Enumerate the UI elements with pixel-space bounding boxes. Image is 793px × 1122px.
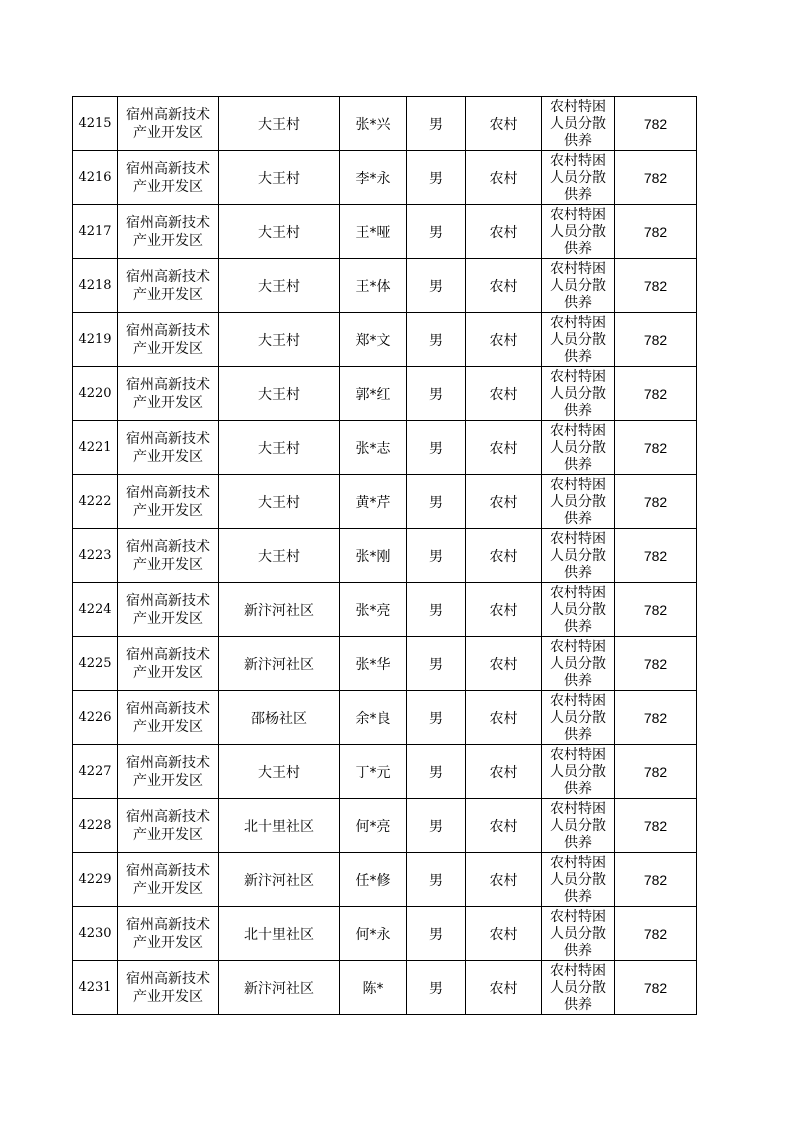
district-cell xyxy=(118,799,219,853)
district-cell-line: 宿州高新技术 xyxy=(126,970,210,987)
gender-cell: 男 xyxy=(407,691,466,745)
amount-cell: 782 xyxy=(615,961,697,1015)
district-cell-line: 产业开发区 xyxy=(133,232,203,249)
name-cell: 张*亮 xyxy=(340,583,407,637)
gender-cell: 男 xyxy=(407,421,466,475)
table-body xyxy=(73,97,697,1015)
village-cell: 大王村 xyxy=(219,151,340,205)
support-type-cell-line: 农村特困 xyxy=(550,423,606,439)
area-cell: 农村 xyxy=(466,583,542,637)
support-type-cell-line: 人员分散 xyxy=(550,764,606,780)
district-cell-line: 产业开发区 xyxy=(133,502,203,519)
district-cell xyxy=(118,961,219,1015)
support-type-cell xyxy=(542,205,615,259)
area-cell: 农村 xyxy=(466,799,542,853)
district-cell-line: 宿州高新技术 xyxy=(126,592,210,609)
area-cell: 农村 xyxy=(466,205,542,259)
district-cell-line: 产业开发区 xyxy=(133,880,203,897)
support-type-cell xyxy=(542,259,615,313)
village-cell: 新汴河社区 xyxy=(219,961,340,1015)
support-type-cell-line: 农村特困 xyxy=(550,855,606,871)
support-type-cell-line: 供养 xyxy=(564,673,592,689)
support-type-cell-line: 人员分散 xyxy=(550,170,606,186)
area-cell: 农村 xyxy=(466,691,542,745)
row-number-cell: 4226 xyxy=(73,691,118,745)
row-number-cell: 4224 xyxy=(73,583,118,637)
name-cell: 丁*元 xyxy=(340,745,407,799)
support-type-cell xyxy=(542,313,615,367)
table-row xyxy=(73,421,697,475)
name-cell: 王*体 xyxy=(340,259,407,313)
name-cell: 张*华 xyxy=(340,637,407,691)
district-cell-line: 宿州高新技术 xyxy=(126,808,210,825)
table-row xyxy=(73,637,697,691)
name-cell: 黄*芹 xyxy=(340,475,407,529)
amount-cell: 782 xyxy=(615,853,697,907)
area-cell: 农村 xyxy=(466,313,542,367)
amount-cell: 782 xyxy=(615,475,697,529)
row-number-cell: 4223 xyxy=(73,529,118,583)
village-cell: 新汴河社区 xyxy=(219,853,340,907)
district-cell-line: 产业开发区 xyxy=(133,286,203,303)
village-cell: 北十里社区 xyxy=(219,799,340,853)
district-cell-line: 宿州高新技术 xyxy=(126,430,210,447)
village-cell: 北十里社区 xyxy=(219,907,340,961)
amount-cell: 782 xyxy=(615,97,697,151)
area-cell: 农村 xyxy=(466,961,542,1015)
district-cell-line: 宿州高新技术 xyxy=(126,916,210,933)
table-row xyxy=(73,583,697,637)
gender-cell: 男 xyxy=(407,97,466,151)
support-type-cell xyxy=(542,853,615,907)
row-number-cell: 4220 xyxy=(73,367,118,421)
name-cell: 何*永 xyxy=(340,907,407,961)
district-cell-line: 宿州高新技术 xyxy=(126,106,210,123)
table-row xyxy=(73,529,697,583)
row-number-cell: 4225 xyxy=(73,637,118,691)
area-cell: 农村 xyxy=(466,907,542,961)
district-cell-line: 产业开发区 xyxy=(133,448,203,465)
district-cell xyxy=(118,205,219,259)
amount-cell: 782 xyxy=(615,151,697,205)
table-row xyxy=(73,151,697,205)
support-type-cell-line: 供养 xyxy=(564,565,592,581)
district-cell-line: 宿州高新技术 xyxy=(126,700,210,717)
support-type-cell-line: 农村特困 xyxy=(550,261,606,277)
row-number-cell: 4219 xyxy=(73,313,118,367)
table-row xyxy=(73,475,697,529)
gender-cell: 男 xyxy=(407,475,466,529)
support-type-cell-line: 供养 xyxy=(564,781,592,797)
district-cell-line: 宿州高新技术 xyxy=(126,322,210,339)
support-type-cell-line: 人员分散 xyxy=(550,332,606,348)
area-cell: 农村 xyxy=(466,97,542,151)
district-cell xyxy=(118,691,219,745)
amount-cell: 782 xyxy=(615,799,697,853)
amount-cell: 782 xyxy=(615,367,697,421)
district-cell-line: 产业开发区 xyxy=(133,124,203,141)
support-type-cell xyxy=(542,907,615,961)
amount-cell: 782 xyxy=(615,529,697,583)
name-cell: 张*兴 xyxy=(340,97,407,151)
name-cell: 余*良 xyxy=(340,691,407,745)
row-number-cell: 4230 xyxy=(73,907,118,961)
district-cell-line: 宿州高新技术 xyxy=(126,646,210,663)
support-type-cell xyxy=(542,637,615,691)
support-type-cell-line: 农村特困 xyxy=(550,693,606,709)
table-row xyxy=(73,691,697,745)
support-type-cell xyxy=(542,961,615,1015)
area-cell: 农村 xyxy=(466,745,542,799)
row-number-cell: 4217 xyxy=(73,205,118,259)
area-cell: 农村 xyxy=(466,637,542,691)
row-number-cell: 4229 xyxy=(73,853,118,907)
village-cell: 大王村 xyxy=(219,745,340,799)
gender-cell: 男 xyxy=(407,907,466,961)
district-cell xyxy=(118,853,219,907)
name-cell: 陈* xyxy=(340,961,407,1015)
amount-cell: 782 xyxy=(615,421,697,475)
district-cell-line: 产业开发区 xyxy=(133,610,203,627)
support-type-cell-line: 供养 xyxy=(564,727,592,743)
district-cell-line: 宿州高新技术 xyxy=(126,484,210,501)
village-cell: 邵杨社区 xyxy=(219,691,340,745)
name-cell: 张*刚 xyxy=(340,529,407,583)
support-type-cell-line: 人员分散 xyxy=(550,224,606,240)
row-number-cell: 4215 xyxy=(73,97,118,151)
support-type-cell-line: 供养 xyxy=(564,457,592,473)
support-type-cell-line: 农村特困 xyxy=(550,531,606,547)
support-type-cell-line: 农村特困 xyxy=(550,909,606,925)
village-cell: 大王村 xyxy=(219,97,340,151)
gender-cell: 男 xyxy=(407,259,466,313)
area-cell: 农村 xyxy=(466,367,542,421)
amount-cell: 782 xyxy=(615,637,697,691)
district-cell xyxy=(118,475,219,529)
district-cell-line: 产业开发区 xyxy=(133,340,203,357)
district-cell-line: 产业开发区 xyxy=(133,772,203,789)
amount-cell: 782 xyxy=(615,745,697,799)
support-type-cell-line: 农村特困 xyxy=(550,585,606,601)
row-number-cell: 4216 xyxy=(73,151,118,205)
support-type-cell-line: 人员分散 xyxy=(550,116,606,132)
row-number-cell: 4231 xyxy=(73,961,118,1015)
support-type-cell xyxy=(542,583,615,637)
area-cell: 农村 xyxy=(466,421,542,475)
table-row xyxy=(73,961,697,1015)
row-number-cell: 4222 xyxy=(73,475,118,529)
name-cell: 郑*文 xyxy=(340,313,407,367)
name-cell: 王*哑 xyxy=(340,205,407,259)
table-row xyxy=(73,907,697,961)
gender-cell: 男 xyxy=(407,637,466,691)
name-cell: 郭*红 xyxy=(340,367,407,421)
support-type-cell-line: 供养 xyxy=(564,295,592,311)
support-type-cell-line: 供养 xyxy=(564,133,592,149)
district-cell-line: 产业开发区 xyxy=(133,556,203,573)
support-type-cell-line: 供养 xyxy=(564,187,592,203)
village-cell: 大王村 xyxy=(219,313,340,367)
table-row xyxy=(73,367,697,421)
village-cell: 大王村 xyxy=(219,421,340,475)
district-cell-line: 产业开发区 xyxy=(133,934,203,951)
name-cell: 李*永 xyxy=(340,151,407,205)
support-type-cell-line: 供养 xyxy=(564,241,592,257)
table-row xyxy=(73,97,697,151)
support-type-cell-line: 人员分散 xyxy=(550,872,606,888)
gender-cell: 男 xyxy=(407,313,466,367)
district-cell-line: 宿州高新技术 xyxy=(126,862,210,879)
support-type-cell-line: 人员分散 xyxy=(550,980,606,996)
support-type-cell-line: 人员分散 xyxy=(550,440,606,456)
amount-cell: 782 xyxy=(615,313,697,367)
support-type-cell-line: 农村特困 xyxy=(550,369,606,385)
table-row xyxy=(73,853,697,907)
support-type-cell-line: 农村特困 xyxy=(550,99,606,115)
village-cell: 新汴河社区 xyxy=(219,583,340,637)
district-cell xyxy=(118,151,219,205)
support-type-cell-line: 农村特困 xyxy=(550,801,606,817)
support-type-cell-line: 人员分散 xyxy=(550,548,606,564)
area-cell: 农村 xyxy=(466,259,542,313)
support-type-cell-line: 人员分散 xyxy=(550,818,606,834)
district-cell-line: 产业开发区 xyxy=(133,178,203,195)
support-type-cell-line: 农村特困 xyxy=(550,963,606,979)
village-cell: 大王村 xyxy=(219,475,340,529)
gender-cell: 男 xyxy=(407,367,466,421)
support-type-cell-line: 人员分散 xyxy=(550,656,606,672)
district-cell-line: 产业开发区 xyxy=(133,988,203,1005)
district-cell xyxy=(118,421,219,475)
district-cell xyxy=(118,529,219,583)
row-number-cell: 4218 xyxy=(73,259,118,313)
support-type-cell xyxy=(542,799,615,853)
district-cell-line: 宿州高新技术 xyxy=(126,160,210,177)
area-cell: 农村 xyxy=(466,529,542,583)
district-cell-line: 产业开发区 xyxy=(133,394,203,411)
name-cell: 任*修 xyxy=(340,853,407,907)
support-type-cell-line: 供养 xyxy=(564,511,592,527)
support-type-cell-line: 供养 xyxy=(564,349,592,365)
village-cell: 大王村 xyxy=(219,529,340,583)
gender-cell: 男 xyxy=(407,961,466,1015)
district-cell xyxy=(118,745,219,799)
support-type-cell xyxy=(542,151,615,205)
support-type-cell-line: 农村特困 xyxy=(550,153,606,169)
support-type-cell-line: 农村特困 xyxy=(550,207,606,223)
support-type-cell-line: 供养 xyxy=(564,889,592,905)
support-type-cell-line: 供养 xyxy=(564,997,592,1013)
support-type-cell-line: 供养 xyxy=(564,943,592,959)
district-cell-line: 宿州高新技术 xyxy=(126,754,210,771)
row-number-cell: 4228 xyxy=(73,799,118,853)
support-type-cell-line: 人员分散 xyxy=(550,602,606,618)
name-cell: 何*亮 xyxy=(340,799,407,853)
support-type-cell-line: 农村特困 xyxy=(550,315,606,331)
support-type-cell-line: 人员分散 xyxy=(550,710,606,726)
district-cell-line: 产业开发区 xyxy=(133,718,203,735)
area-cell: 农村 xyxy=(466,853,542,907)
support-type-cell-line: 人员分散 xyxy=(550,278,606,294)
district-cell-line: 宿州高新技术 xyxy=(126,268,210,285)
district-cell xyxy=(118,367,219,421)
row-number-cell: 4227 xyxy=(73,745,118,799)
table-row xyxy=(73,313,697,367)
support-type-cell-line: 供养 xyxy=(564,619,592,635)
amount-cell: 782 xyxy=(615,691,697,745)
amount-cell: 782 xyxy=(615,259,697,313)
table-row xyxy=(73,205,697,259)
support-type-cell xyxy=(542,745,615,799)
support-type-cell xyxy=(542,529,615,583)
support-type-cell-line: 农村特困 xyxy=(550,639,606,655)
support-type-cell xyxy=(542,97,615,151)
support-type-cell-line: 人员分散 xyxy=(550,926,606,942)
village-cell: 大王村 xyxy=(219,259,340,313)
support-type-cell-line: 农村特困 xyxy=(550,477,606,493)
amount-cell: 782 xyxy=(615,907,697,961)
support-type-cell-line: 供养 xyxy=(564,835,592,851)
support-type-cell-line: 农村特困 xyxy=(550,747,606,763)
support-type-cell-line: 人员分散 xyxy=(550,386,606,402)
name-cell: 张*志 xyxy=(340,421,407,475)
district-cell-line: 宿州高新技术 xyxy=(126,214,210,231)
amount-cell: 782 xyxy=(615,583,697,637)
district-cell xyxy=(118,97,219,151)
support-type-cell xyxy=(542,691,615,745)
area-cell: 农村 xyxy=(466,475,542,529)
gender-cell: 男 xyxy=(407,529,466,583)
district-cell xyxy=(118,313,219,367)
district-cell xyxy=(118,907,219,961)
gender-cell: 男 xyxy=(407,151,466,205)
district-cell xyxy=(118,637,219,691)
district-cell xyxy=(118,259,219,313)
support-type-cell xyxy=(542,475,615,529)
district-cell-line: 产业开发区 xyxy=(133,664,203,681)
gender-cell: 男 xyxy=(407,745,466,799)
gender-cell: 男 xyxy=(407,799,466,853)
relief-recipient-table xyxy=(72,96,697,1015)
village-cell: 新汴河社区 xyxy=(219,637,340,691)
table-row xyxy=(73,745,697,799)
area-cell: 农村 xyxy=(466,151,542,205)
table-row xyxy=(73,799,697,853)
district-cell-line: 宿州高新技术 xyxy=(126,376,210,393)
support-type-cell-line: 人员分散 xyxy=(550,494,606,510)
village-cell: 大王村 xyxy=(219,205,340,259)
support-type-cell-line: 供养 xyxy=(564,403,592,419)
district-cell-line: 宿州高新技术 xyxy=(126,538,210,555)
support-type-cell xyxy=(542,421,615,475)
row-number-cell: 4221 xyxy=(73,421,118,475)
amount-cell: 782 xyxy=(615,205,697,259)
table-row xyxy=(73,259,697,313)
gender-cell: 男 xyxy=(407,205,466,259)
gender-cell: 男 xyxy=(407,853,466,907)
district-cell-line: 产业开发区 xyxy=(133,826,203,843)
support-type-cell xyxy=(542,367,615,421)
village-cell: 大王村 xyxy=(219,367,340,421)
gender-cell: 男 xyxy=(407,583,466,637)
district-cell xyxy=(118,583,219,637)
